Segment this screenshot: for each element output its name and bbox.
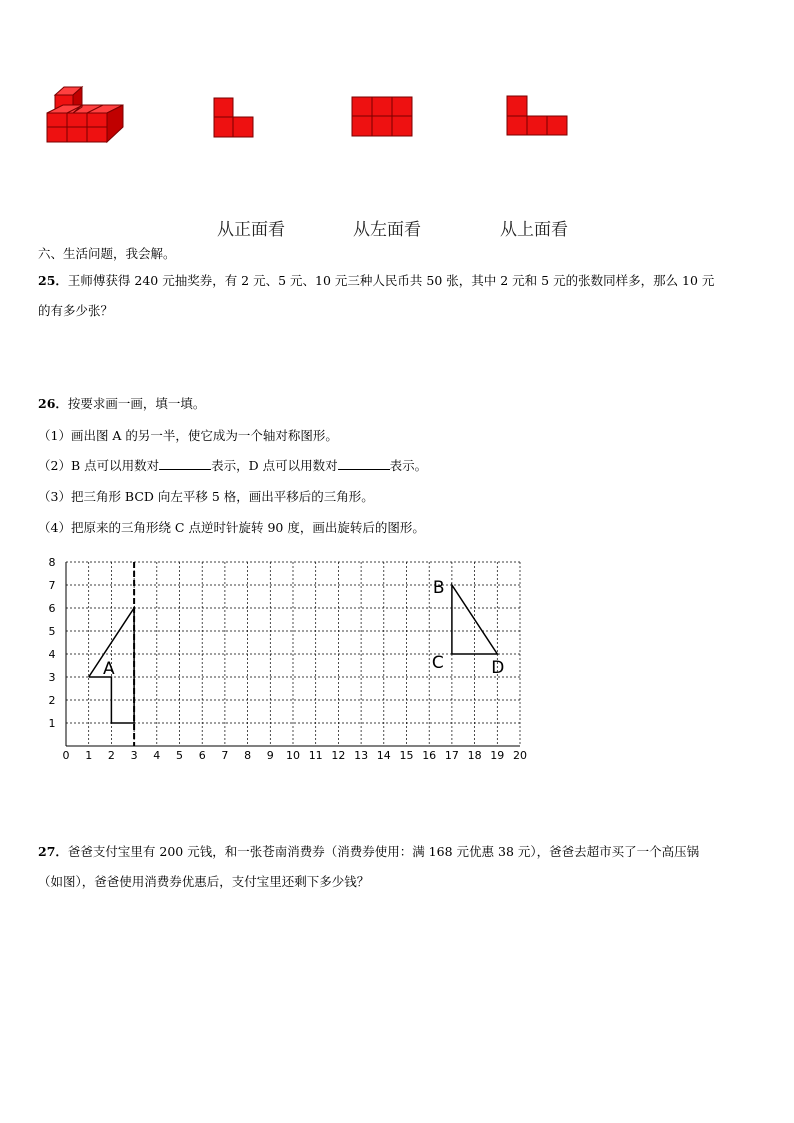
label-d: D	[491, 658, 505, 678]
y-tick-label: 1	[48, 717, 56, 730]
left-view-label: 从左面看	[353, 220, 421, 240]
x-tick-label: 1	[85, 749, 93, 762]
item2-text-b: 表示，D 点可以用数对	[211, 458, 338, 473]
x-tick-label: 10	[286, 749, 300, 762]
x-tick-label: 19	[490, 749, 505, 762]
y-tick-label: 8	[48, 556, 56, 569]
question-25-line2: 的有多少张？	[38, 303, 114, 318]
cube-figures	[0, 80, 794, 160]
top-view-figure	[507, 96, 567, 135]
question-text: 按要求画一画，填一填。	[67, 396, 206, 411]
x-tick-label: 8	[244, 749, 252, 762]
y-tick-label: 3	[48, 671, 56, 684]
x-tick-label: 14	[376, 749, 391, 762]
question-number: 26．	[38, 396, 68, 411]
question-27-line1	[38, 843, 699, 861]
solid-3d-figure	[47, 87, 123, 142]
question-text: 王师傅获得 240 元抽奖券，有 2 元、5 元、10 元三种人民币共 50 张，其中 2 元和 5 元的张数同样多，那么 10 元	[67, 273, 715, 288]
x-tick-label: 17	[444, 749, 459, 762]
item2-text-a: （2）B 点可以用数对	[38, 458, 160, 473]
y-tick-label: 5	[48, 625, 56, 638]
question-26-item1: （1）画出图 A 的另一半，使它成为一个轴对称图形。	[38, 428, 338, 443]
x-tick-label: 13	[354, 749, 369, 762]
question-26-item4: （4）把原来的三角形绕 C 点逆时针旋转 90 度，画出旋转后的图形。	[38, 520, 425, 535]
x-tick-label: 4	[153, 749, 161, 762]
question-27-line2: （如图），爸爸使用消费券优惠后，支付宝里还剩下多少钱？	[38, 874, 370, 889]
x-tick-label: 7	[221, 749, 229, 762]
x-tick-label: 9	[266, 749, 274, 762]
x-tick-label: 20	[513, 749, 527, 762]
front-view-figure	[214, 98, 253, 137]
y-tick-label: 4	[48, 648, 56, 661]
x-tick-label: 6	[198, 749, 206, 762]
y-tick-label: 7	[48, 579, 56, 592]
top-view-label: 从上面看	[500, 220, 568, 240]
question-number: 27．	[38, 844, 68, 859]
x-tick-label: 12	[331, 749, 346, 762]
x-tick-label: 2	[107, 749, 115, 762]
x-tick-label: 16	[422, 749, 437, 762]
label-a: A	[103, 659, 115, 679]
front-view-label: 从正面看	[217, 220, 285, 240]
x-tick-label: 11	[308, 749, 323, 762]
question-text: 爸爸支付宝里有 200 元钱，和一张苍南消费券（消费券使用：满 168 元优惠 38 元），爸爸去超市买了一个高压锅	[67, 844, 700, 859]
question-25-line1	[38, 272, 714, 290]
left-view-figure	[352, 97, 412, 136]
x-tick-label: 5	[176, 749, 183, 762]
label-c: C	[431, 653, 444, 673]
question-number: 25．	[38, 273, 68, 288]
coordinate-grid	[0, 550, 794, 770]
y-tick-label: 2	[48, 694, 56, 707]
answer-blank-b[interactable]	[159, 457, 211, 470]
question-26-intro	[38, 395, 205, 413]
x-tick-label: 0	[62, 749, 70, 762]
question-26-item3: （3）把三角形 BCD 向左平移 5 格，画出平移后的三角形。	[38, 489, 374, 504]
x-tick-label: 3	[130, 749, 138, 762]
y-tick-label: 6	[48, 602, 56, 615]
section-heading: 六、生活问题，我会解。	[38, 246, 176, 261]
x-tick-label: 18	[467, 749, 482, 762]
x-tick-label: 15	[399, 749, 414, 762]
answer-blank-d[interactable]	[338, 457, 390, 470]
question-26-item2	[38, 457, 427, 475]
item2-text-c: 表示。	[389, 458, 428, 473]
label-b: B	[432, 578, 445, 598]
